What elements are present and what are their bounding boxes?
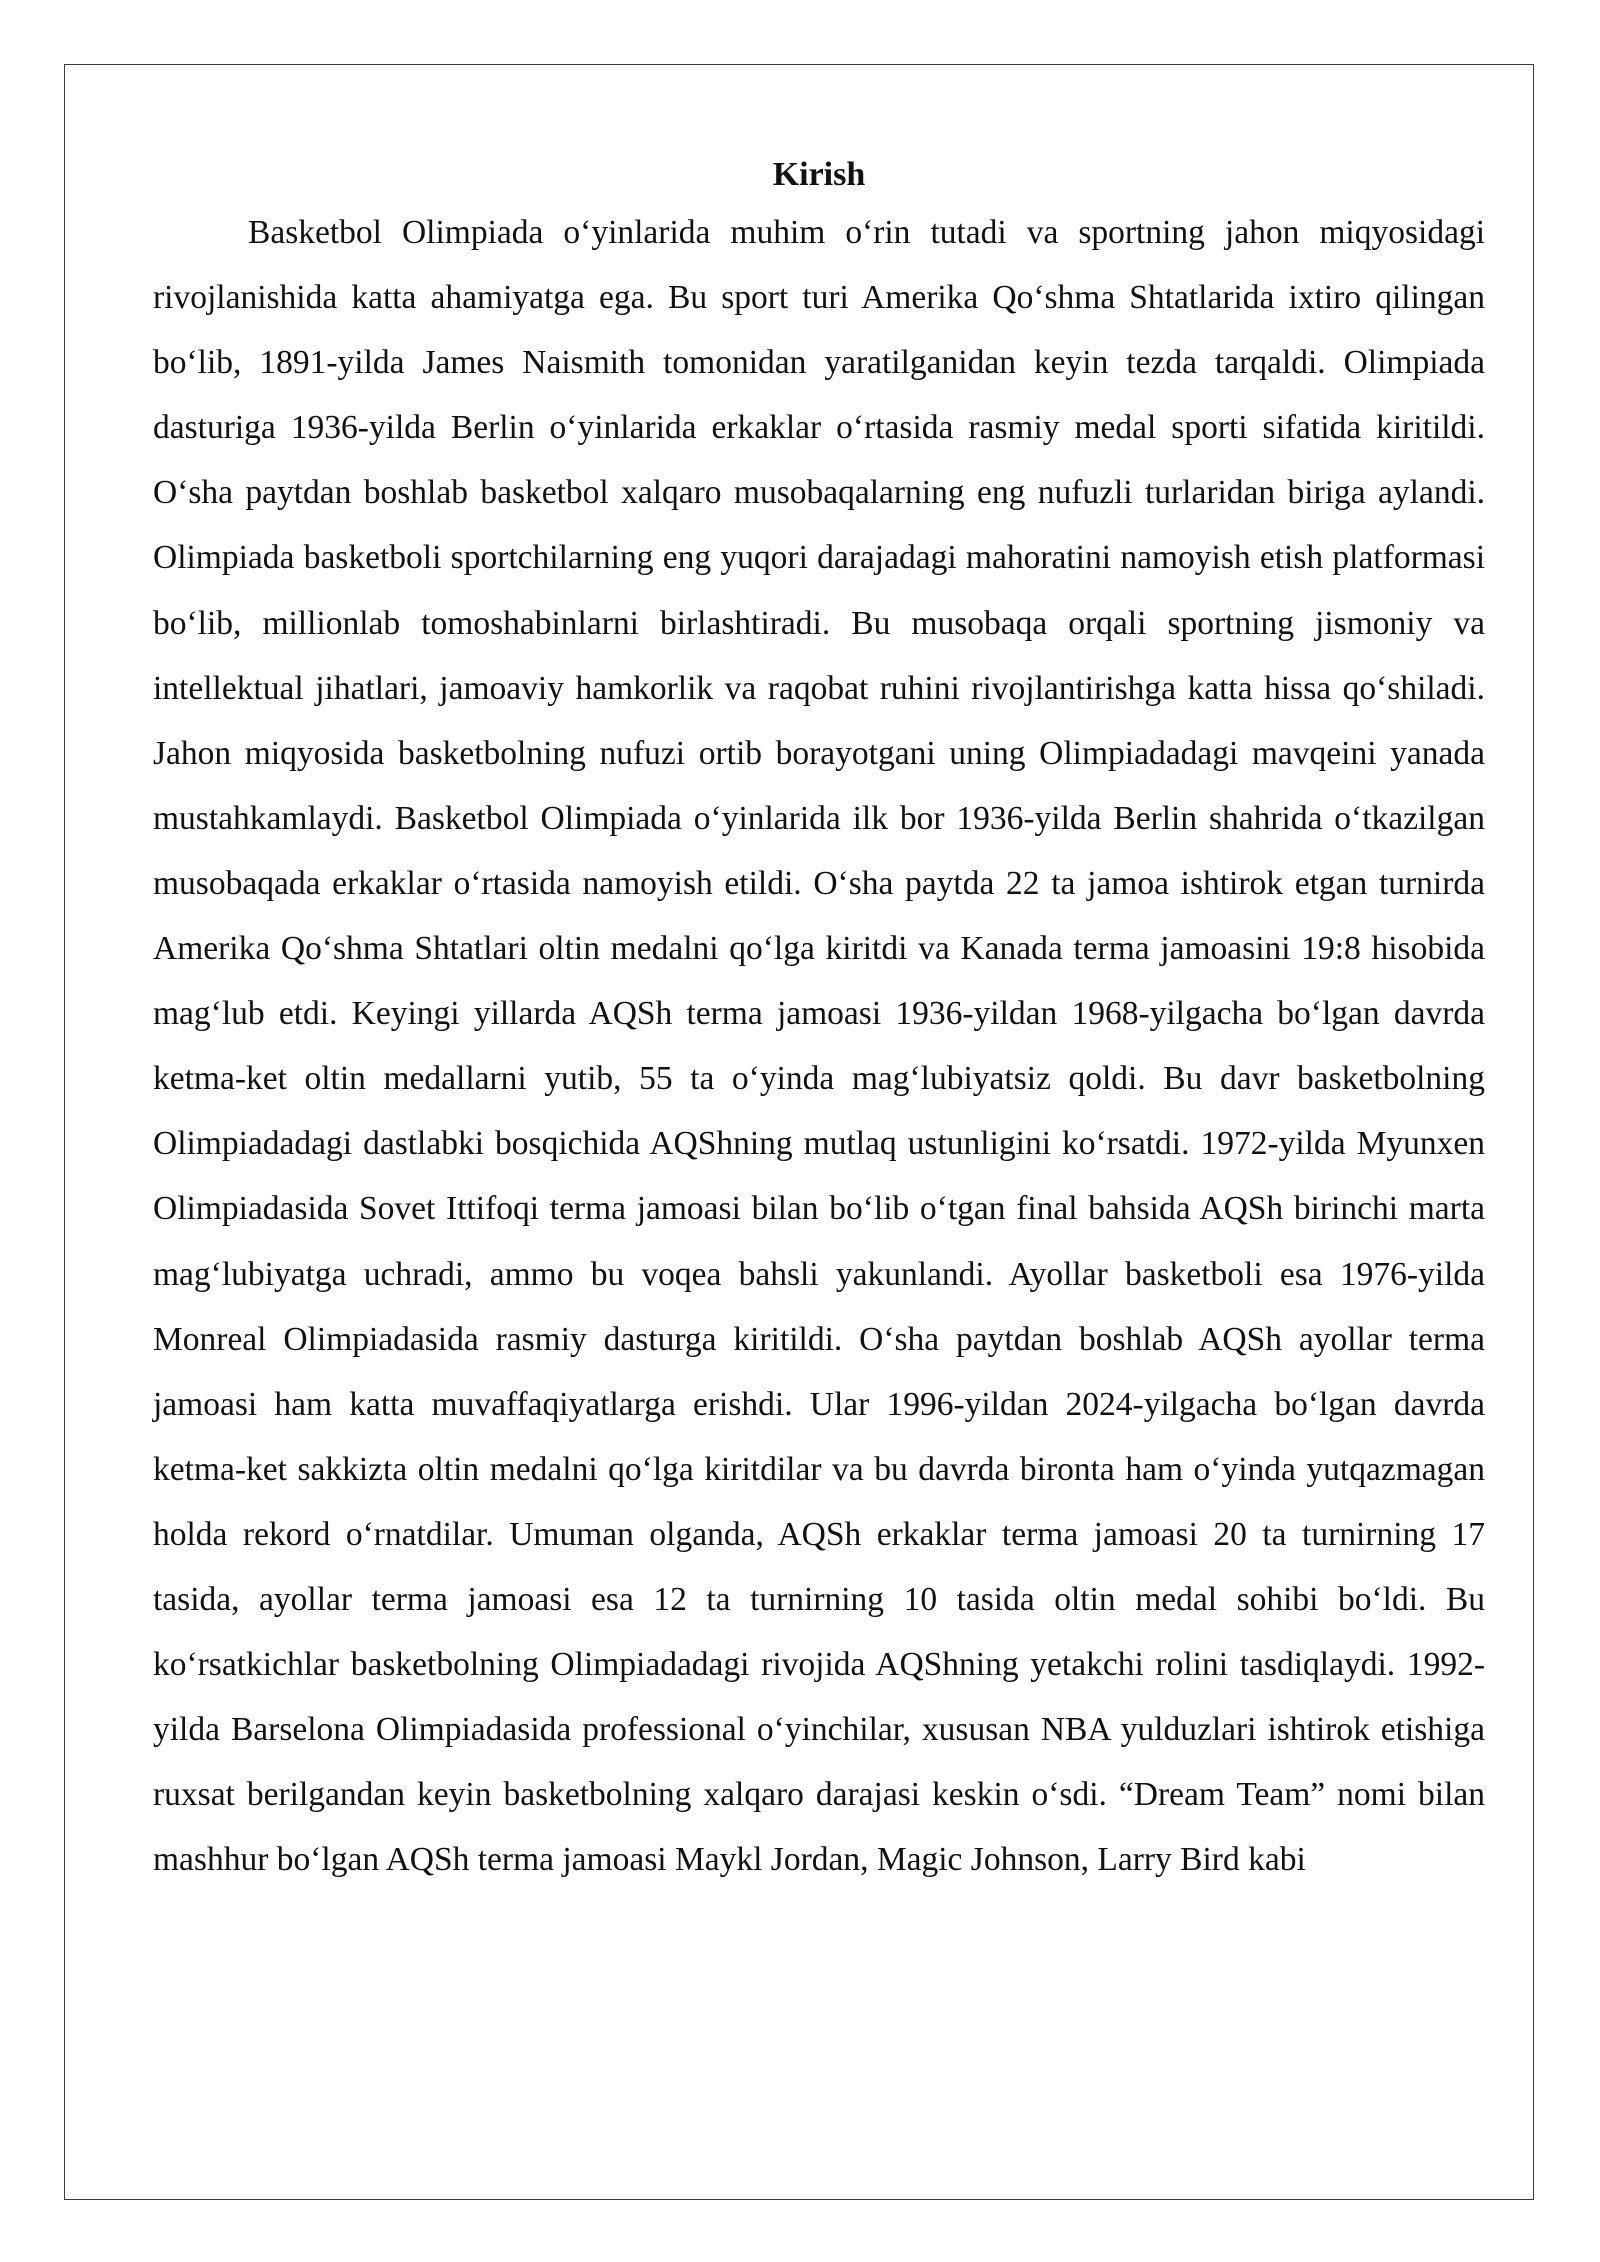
body-paragraph: Basketbol Olimpiada o‘yinlarida muhim o‘rin tutadi va sportning jahon miqyosidagi rivojlanishida katta ahamiyatga ega. Bu sport turi Amerika Qo‘shma Shtatlarida ixtiro qilingan bo‘lib, 1891-yilda James Naismith tomonidan yaratilganidan keyin tezda tarqaldi. Olimpiada dasturiga 1936-yilda Berlin o‘yinlarida erkaklar o‘rtasida rasmiy medal sporti sifatida kiritildi. O‘sha paytdan boshlab basketbol xalqaro musobaqalarning eng nufuzli turlaridan biriga aylandi. Olimpiada basketboli sportchilarning eng yuqori darajadagi mahoratini namoyish etish platformasi bo‘lib, millionlab tomoshabinlarni birlashtiradi. Bu musobaqa orqali sportning jismoniy va intellektual jihatlari, jamoaviy hamkorlik va raqobat ruhini rivojlantirishga katta hissa qo‘shiladi. Jahon miqyosida basketbolning nufuzi ortib borayotgani uning Olimpiadadagi mavqeini yanada mustahkamlaydi. Basketbol Olimpiada o‘yinlarida ilk bor 1936-yilda Berlin shahrida o‘tkazilgan musobaqada erkaklar o‘rtasida namoyish etildi. O‘sha paytda 22 ta jamoa ishtirok etgan turnirda Amerika Qo‘shma Shtatlari oltin medalni qo‘lga kiritdi va Kanada terma jamoasini 19:8 hisobida mag‘lub etdi. Keyingi yillarda AQSh terma jamoasi 1936-yildan 1968-yilgacha bo‘lgan davrda ketma-ket oltin medallarni yutib, 55 ta o‘yinda mag‘lubiyatsiz qoldi. Bu davr basketbolning Olimpiadadagi dastlabki bosqichida AQShning mutlaq ustunligini ko‘rsatdi. 1972-yilda Myunxen Olimpiadasida Sovet Ittifoqi terma jamoasi bilan bo‘lib o‘tgan final bahsida AQSh birinchi marta mag‘lubiyatga uchradi, ammo bu voqea bahsli yakunlandi. Ayollar basketboli esa 1976-yilda Monreal Olimpiadasida rasmiy dasturga kiritildi. O‘sha paytdan boshlab AQSh ayollar terma jamoasi ham katta muvaffaqiyatlarga erishdi. Ular 1996-yildan 2024-yilgacha bo‘lgan davrda ketma-ket sakkizta oltin medalni qo‘lga kiritdilar va bu davrda bironta ham o‘yinda yutqazmagan holda rekord o‘rnatdilar. Umuman olganda, AQSh erkaklar terma jamoasi 20 ta turnirning 17 tasida, ayollar terma jamoasi esa 12 ta turnirning 10 tasida oltin medal sohibi bo‘ldi. Bu ko‘rsatkichlar basketbolning Olimpiadadagi rivojida AQShning yetakchi rolini tasdiqlaydi. 1992-yilda Barselona Olimpiadasida professional o‘yinchilar, xususan NBA yulduzlari ishtirok etishiga ruxsat berilgandan keyin basketbolning xalqaro darajasi keskin o‘sdi. “Dream Team” nomi bilan mashhur bo‘lgan AQSh terma jamoasi Maykl Jordan, Magic Johnson, Larry Bird kabi: [153, 214, 1485, 1879]
document-title: Kirish: [772, 156, 866, 193]
document-body: [153, 150, 1485, 1892]
